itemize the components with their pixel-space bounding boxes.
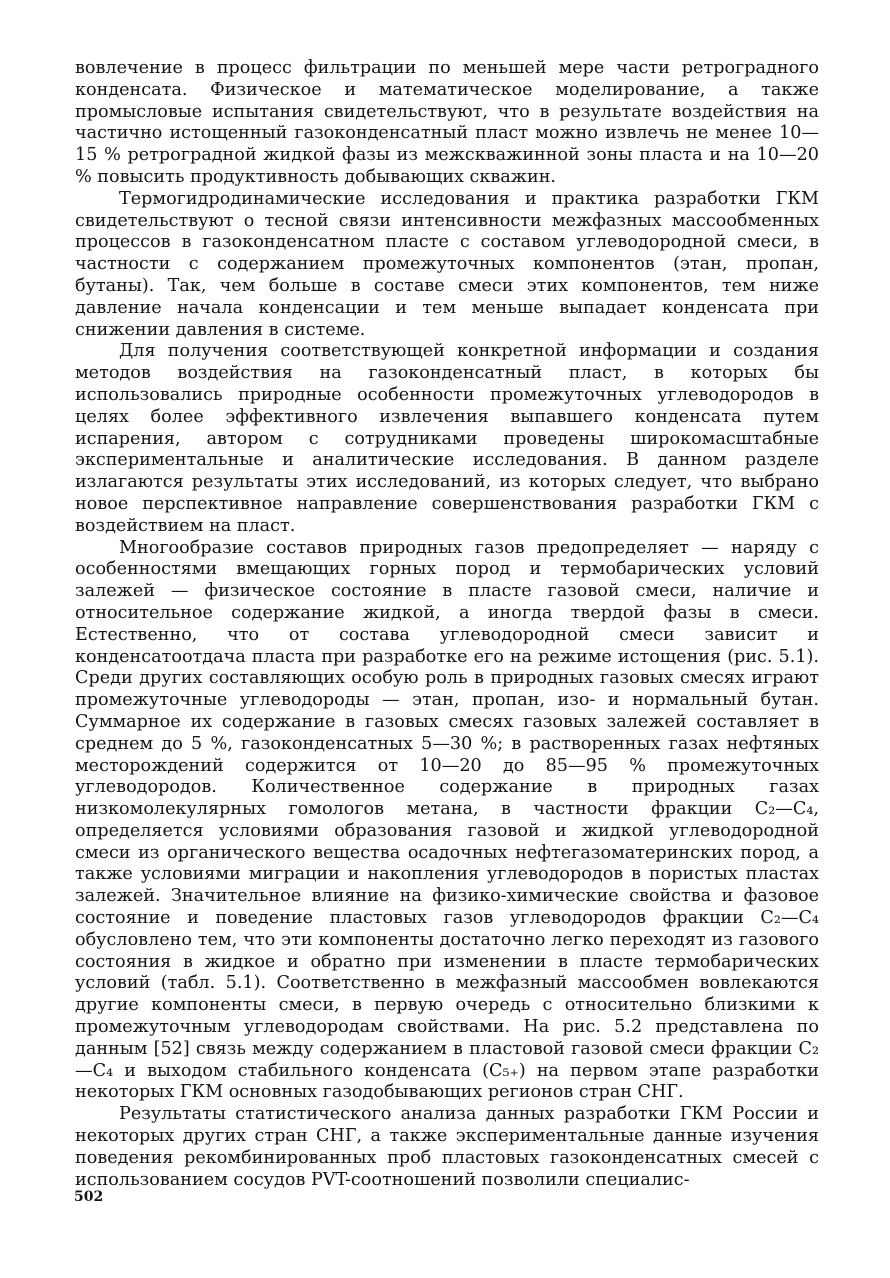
document-page bbox=[75, 58, 819, 1191]
paragraph-5: Результаты статистического анализа данных разработки ГКМ России и некоторых других стран СНГ, а также экспериментальные данные изучения поведения рекомбинированных проб пластовых газоконденсатных смесей с использованием сосудов PVT-соотношений позволили специалис- bbox=[75, 1104, 819, 1190]
paragraph-1: вовлечение в процесс фильтрации по меньшей мере части ретроградного конденсата. Физическое и математическое моделирование, а также промысловые испытания свидетельствуют, что в результате воздействия на частично истощенный газоконденсатный пласт можно извлечь не менее 10—15 % ретроградной жидкой фазы из межскважинной зоны пласта и на 10—20 % повысить продуктивность добывающих скважин. bbox=[75, 58, 819, 187]
paragraph-2: Термогидродинамические исследования и практика разработки ГКМ свидетельствуют о тесной связи интенсивности межфазных массообменных процессов в газоконденсатном пласте с составом углеводородной смеси, в частности с содержанием промежуточных компонентов (этан, пропан, бутаны). Так, чем больше в составе смеси этих компонентов, тем ниже давление начала конденсации и тем меньше выпадает конденсата при снижении давления в системе. bbox=[75, 188, 819, 340]
paragraph-4: Многообразие составов природных газов предопределяет — наряду с особенностями вмещающих горных пород и термобарических условий залежей — физическое состояние в пласте газовой смеси, наличие и относительное содержание жидкой, а иногда твердой фазы в смеси. Естественно, что от состава углеводородной смеси зависит и конденсатоотдача пласта при разработке его на режиме истощения (рис. 5.1). Среди других составляющих особую роль в природных газовых смесях играют промежуточные углеводороды — этан, пропан, изо- и нормальный бутан. Суммарное их содержание в газовых смесях газовых залежей составляет в среднем до 5 %, газоконденсатных 5—30 %; в растворенных газах нефтяных месторождений содержится от 10—20 до 85—95 % промежуточных углеводородов. Количественное содержание в природных газах низкомолекулярных гомологов метана, в частности фракции C₂—C₄, определяется условиями образования газовой и жидкой углеводородной смеси из органического вещества осадочных нефтегазоматеринских пород, а также условиями миграции и накопления углеводородов в пористых пластах залежей. Значительное влияние на физико-химические свойства и фазовое состояние и поведение пластовых газов углеводородов фракции C₂—C₄ обусловлено тем, что эти компоненты достаточно легко переходят из газового состояния в жидкое и обратно при изменении в пласте термобарических условий (табл. 5.1). Соответственно в межфазный массообмен вовлекаются другие компоненты смеси, в первую очередь с относительно близкими к промежуточным углеводородам свойствами. На рис. 5.2 представлена по данным [52] связь между содержанием в пластовой газовой смеси фракции C₂—C₄ и выходом стабильного конденсата (C₅₊) на первом этапе разработки некоторых ГКМ основных газодобывающих регионов стран СНГ. bbox=[75, 537, 819, 1103]
paragraph-3: Для получения соответствующей конкретной информации и создания методов воздействия на газоконденсатный пласт, в которых бы использовались природные особенности промежуточных углеводородов в целях более эффективного извлечения выпавшего конденсата путем испарения, автором с сотрудниками проведены широкомасштабные экспериментальные и аналитические исследования. В данном разделе излагаются результаты этих исследований, из которых следует, что выбрано новое перспективное направление совершенствования разработки ГКМ с воздействием на пласт. bbox=[75, 341, 819, 536]
page-number: 502 bbox=[74, 1189, 104, 1205]
